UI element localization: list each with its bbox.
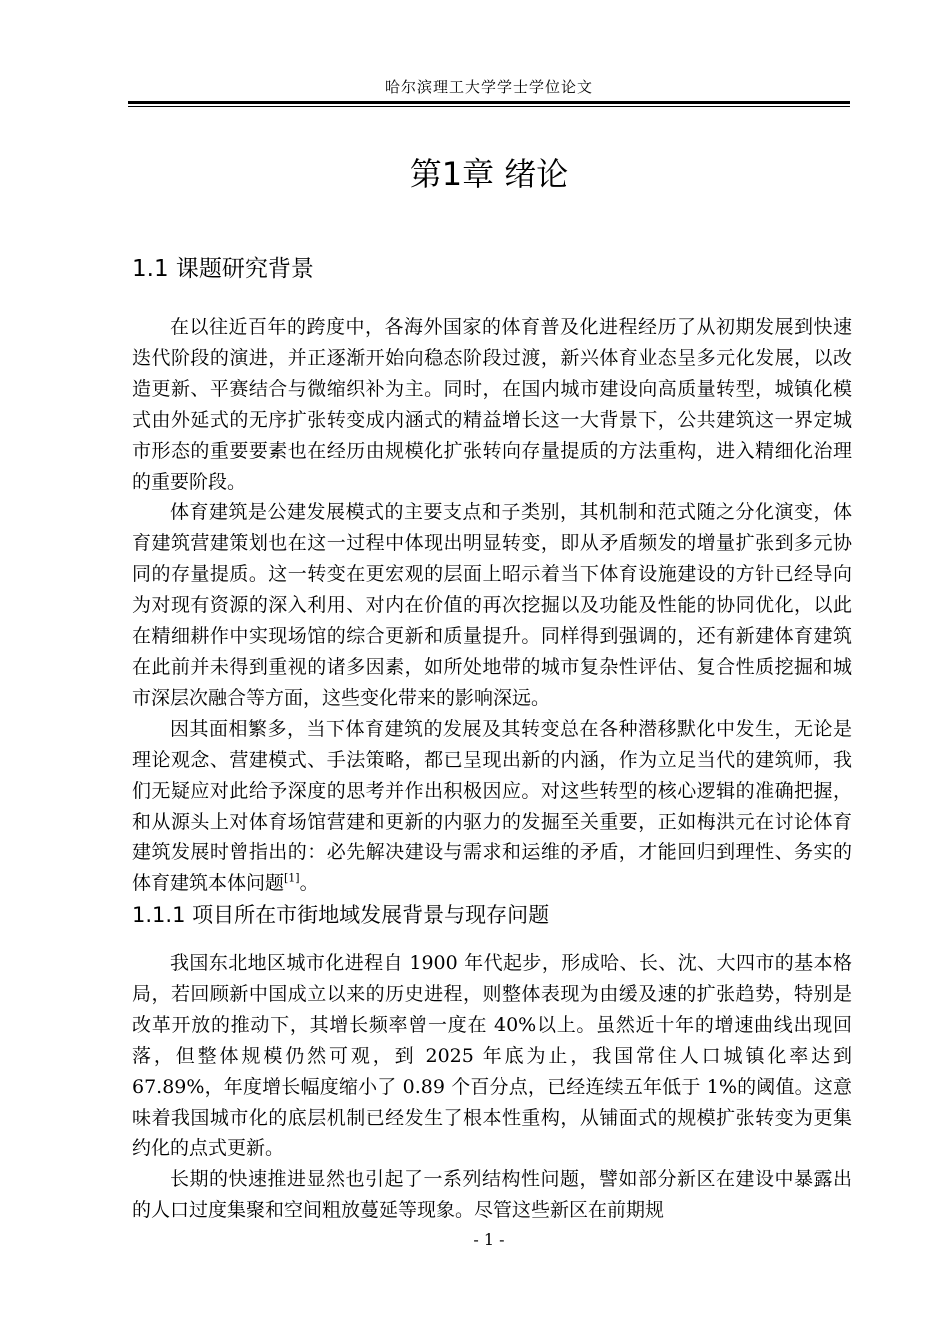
page-number: - 1 - (473, 1230, 505, 1249)
paragraph-end-punctuation: 。 (299, 872, 319, 895)
section-title-1-1: 1.1 课题研究背景 (132, 256, 314, 282)
subsection-title-1-1-1: 1.1.1 项目所在市街地域发展背景与现存问题 (132, 903, 550, 927)
paragraph (132, 714, 852, 899)
section-1-1-body (132, 312, 852, 899)
paragraph: 在以往近百年的跨度中，各海外国家的体育普及化进程经历了从初期发展到快速迭代阶段的演进，并正逐渐开始向稳态阶段过渡，新兴体育业态呈多元化发展，以改造更新、平赛结合与微缩织补为主。同时，在国内城市建设向高质量转型，城镇化模式由外延式的无序扩张转变成内涵式的精益增长这一大背景下，公共建筑这一界定城市形态的重要要素也在经历由规模化扩张转向存量提质的方法重构，进入精细化治理的重要阶段。 (132, 316, 852, 493)
citation-reference[interactable]: [1] (284, 871, 300, 885)
paragraph: 我国东北地区城市化进程自 1900 年代起步，形成哈、长、沈、大四市的基本格局，若回顾新中国成立以来的历史进程，则整体表现为由缓及速的扩张趋势，特别是改革开放的推动下，其增长频率曾一度在 40%以上。虽然近十年的增速曲线出现回落，但整体规模仍然可观，到 2025 年底为止，我国常住人口城镇化率达到 67.89%，年度增长幅度缩小了 0.89 个百分点，已经连续五年低于 1%的阈值。这意味着我国城市化的底层机制已经发生了根本性重构，从铺面式的规模扩张转变为更集约化的点式更新。 (132, 952, 852, 1160)
chapter-title: 第1章 绪论 (409, 155, 569, 193)
section-1-1-1-body (132, 948, 852, 1226)
header-rule-thin (128, 106, 850, 107)
paragraph: 体育建筑是公建发展模式的主要支点和子类别，其机制和范式随之分化演变，体育建筑营建策划也在这一过程中体现出明显转变，即从矛盾频发的增量扩张到多元协同的存量提质。这一转变在更宏观的层面上昭示着当下体育设施建设的方针已经导向为对现有资源的深入利用、对内在价值的再次挖掘以及功能及性能的协同优化，以此在精细耕作中实现场馆的综合更新和质量提升。同样得到强调的，还有新建体育建筑在此前并未得到重视的诸多因素，如所处地带的城市复杂性评估、复合性质挖掘和城市深层次融合等方面，这些变化带来的影响深远。 (132, 501, 852, 709)
header-rule-thick (128, 101, 850, 104)
running-header: 哈尔滨理工大学学士学位论文 (384, 78, 593, 96)
paragraph: 长期的快速推进显然也引起了一系列结构性问题，譬如部分新区在建设中暴露出的人口过度集聚和空间粗放蔓延等现象。尽管这些新区在前期规 (132, 1168, 852, 1222)
paragraph-text: 因其面相繁多，当下体育建筑的发展及其转变总在各种潜移默化中发生，无论是理论观念、营建模式、手法策略，都已呈现出新的内涵，作为立足当代的建筑师，我们无疑应对此给予深度的思考并作出积极因应。对这些转型的核心逻辑的准确把握，和从源头上对体育场馆营建和更新的内驱力的发掘至关重要，正如梅洪元在讨论体育建筑发展时曾指出的：必先解决建设与需求和运维的矛盾，才能回归到理性、务实的体育建筑本体问题 (132, 717, 852, 895)
